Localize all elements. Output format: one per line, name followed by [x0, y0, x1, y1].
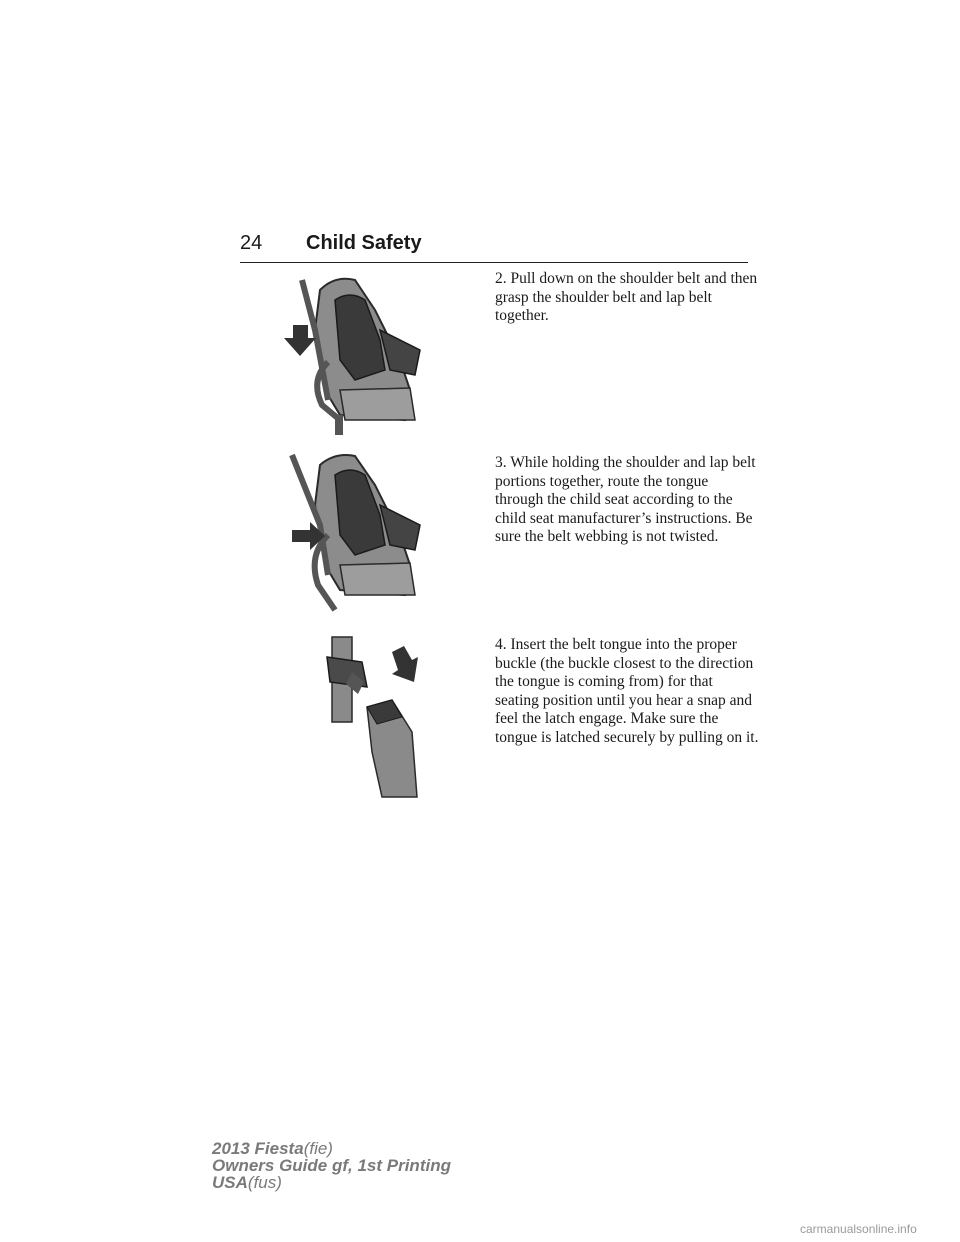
- page-number: 24: [240, 232, 263, 254]
- section-title: Child Safety: [306, 232, 422, 254]
- child-seat-route-tongue-illustration: [280, 450, 430, 615]
- belt-tongue-buckle-illustration: [322, 632, 422, 802]
- footer-market-code: (fus): [247, 1173, 282, 1192]
- footer-guide: Owners Guide gf, 1st Printing: [212, 1156, 451, 1175]
- footer-model-code: (fie): [303, 1139, 333, 1158]
- step-3-text: 3. While holding the shoulder and lap belt portions together, route the tongue through the child seat according to the child seat manufacturer’s instructions. Be sure the belt webbing is not twisted.: [495, 454, 756, 546]
- watermark: carmanualsonline.info: [800, 1222, 917, 1236]
- step-2-text: 2. Pull down on the shoulder belt and then grasp the shoulder belt and lap belt together.: [495, 270, 758, 325]
- footer-market: USA: [212, 1173, 248, 1192]
- step-4-text: 4. Insert the belt tongue into the proper buckle (the buckle closest to the direction the tongue is coming from) for that seating position until you hear a snap and feel the latch engage. Make sure the tongue is latched securely by pulling on it.: [495, 636, 759, 746]
- child-seat-pull-belt-illustration: [280, 270, 430, 440]
- page-header: [240, 230, 748, 263]
- footer-model: 2013 Fiesta: [212, 1139, 304, 1158]
- footer-edition-info: [212, 1140, 451, 1191]
